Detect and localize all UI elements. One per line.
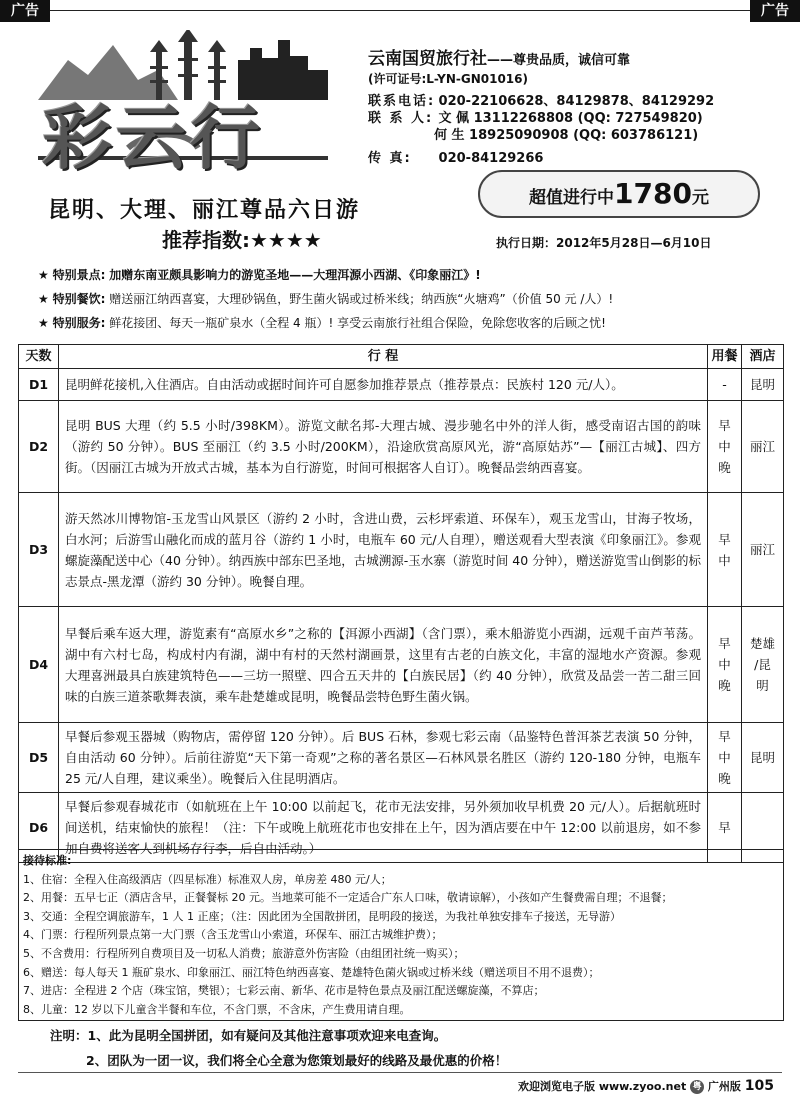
rating [162, 224, 322, 253]
execution-date: 执行日期：2012年5月28日—6月10日 [496, 236, 712, 250]
table-row [19, 369, 784, 401]
price-suffix: 元 [691, 188, 709, 208]
hotel-cell: 昆明 [742, 723, 784, 793]
feature-row [38, 314, 606, 331]
feature-row [38, 266, 481, 283]
footer-rule [18, 1072, 782, 1073]
hotel-cell: 丽江 [742, 493, 784, 607]
fax-row [368, 147, 543, 166]
hotel-cell: 楚雄 /昆 明 [742, 607, 784, 723]
notes [50, 1023, 507, 1073]
logo-text: 彩云行 [42, 96, 264, 179]
terms-title: 接待标准: [23, 854, 72, 867]
price-badge [478, 170, 760, 218]
rating-stars: ★★★★ [250, 228, 322, 252]
hotel-cell: 昆明 [742, 369, 784, 401]
note-1: 注明：1、此为昆明全国拼团，如有疑问及其他注意事项欢迎来电查询。 [50, 1028, 447, 1043]
star-icon: ★ [38, 292, 49, 306]
agency-name: 云南国贸旅行社 [368, 49, 487, 69]
feature-label: 特别餐饮: [52, 292, 106, 306]
feature-text: 赠送丽江纳西喜宴，大理砂锅鱼，野生菌火锅或过桥米线；纳西族“火塘鸡”（价值 50 元 /人）! [109, 292, 614, 306]
ad-label-left: 广告 [0, 0, 50, 22]
itinerary-cell: 昆明 BUS 大理（约 5.5 小时/398KM）。游览文献名邦-大理古城、漫步驰名中外的洋人街，感受南诏古国的韵味（游约 50 分钟）。BUS 至丽江（约 3.5 小时/200KM），沿途欣赏高原风光，游“高原姑苏”—【丽江古城】、四方街。（因丽江古城为开放式古城，基本为自行游览，时间可根据客人自订）。晚餐品尝纳西喜宴。 [59, 401, 708, 493]
star-icon: ★ [38, 316, 49, 330]
header-hotel: 酒店 [742, 345, 784, 369]
itinerary-cell: 昆明鲜花接机,入住酒店。自由活动或据时间许可自愿参加推荐景点（推荐景点：民族村 120 元/人）。 [59, 369, 708, 401]
feature-label: 特别服务: [52, 316, 106, 330]
region-icon: 粤 [690, 1080, 704, 1094]
fax-label: 传 真: [368, 151, 412, 166]
note-2: 2、团队为一团一议，我们将全心全意为您策划最好的线路及最优惠的价格！ [86, 1053, 508, 1068]
day-cell: D3 [19, 493, 59, 607]
price-amount: 1780 [614, 177, 692, 210]
meal-cell: 早 [708, 793, 742, 863]
fax-number: 020-84129266 [438, 151, 544, 166]
terms-item: 5、不含费用：行程所列自费项目及一切私人消费；旅游意外伤害险（由组团社统一购买）； [23, 946, 465, 960]
itinerary-cell: 早餐后参观春城花市（如航班在上午 10:00 以前起飞，花市无法安排，另外须加收早机费 20 元/人）。后据航班时间送机，结束愉快的旅程！（注：下午或晚上航班花市也安排在上午，因为酒店要在中午 12:00 以前退房，如不参加自费将送客人到机场存行李，后自由活动。） [59, 793, 708, 863]
terms-item: 1、住宿：全程入住高级酒店（四星标准）标准双人房，单房差 480 元/人； [23, 872, 392, 886]
page-footer [518, 1078, 774, 1094]
meal-cell: 早 中 晚 [708, 723, 742, 793]
terms-item: 4、门票：行程所列景点第一大门票（含玉龙雪山小索道，环保车、丽江古城维护费）； [23, 928, 443, 942]
terms-item: 3、交通：全程空调旅游车，1 人 1 正座；（注：因此团为全国散拼团，昆明段的接送，为我社单独安排车子接送，无导游） [23, 909, 621, 923]
meal-cell: 早 中 晚 [708, 607, 742, 723]
footer-edition: 广州版 [707, 1080, 741, 1093]
table-row [19, 607, 784, 723]
table-header-row [19, 345, 784, 369]
hotel-cell: 丽江 [742, 401, 784, 493]
header-meal: 用餐 [708, 345, 742, 369]
page-number: 105 [744, 1078, 774, 1094]
itinerary-cell: 早餐后参观玉器城（购物店，需停留 120 分钟）。后 BUS 石林，参观七彩云南（品鉴特色普洱茶艺表演 50 分钟，自由活动 60 分钟）。后前往游览“天下第一奇观”之称的著名景区—石林风景名胜区（游约 120-180 分钟，电瓶车 25 元/人自理，建议乘坐）。晚餐后入住昆明酒店。 [59, 723, 708, 793]
feature-label: 特别景点: [52, 268, 106, 282]
itinerary-cell: 游天然冰川博物馆-玉龙雪山风景区（游约 2 小时，含进山费，云杉坪索道、环保车），观玉龙雪山，甘海子牧场，白水河；后游雪山融化而成的蓝月谷（游约 1 小时，电瓶车 60 元/人自理），赠送观看大型表演《印象丽江》。参观螺旋藻配送中心（40 分钟）。纳西族中部东巴圣地，古城溯源-玉水寨（游览时间 40 分钟），赠送游览雪山倒影的标志景点-黑龙潭（游约 30 分钟）。晚餐自理。 [59, 493, 708, 607]
feature-row [38, 290, 613, 307]
table-row [19, 493, 784, 607]
header-itinerary: 行 程 [59, 345, 708, 369]
feature-text: 加赠东南亚颇具影响力的游览圣地——大理洱源小西湖、《印象丽江》! [109, 268, 481, 282]
feature-text: 鲜花接团、每天一瓶矿泉水（全程 4 瓶）! 享受云南旅行社组合保险，免除您收客的后顾之忧! [109, 316, 606, 330]
day-cell: D5 [19, 723, 59, 793]
itinerary-table [18, 344, 784, 863]
meal-cell: - [708, 369, 742, 401]
terms-item: 6、赠送：每人每天 1 瓶矿泉水、印象丽江、丽江特色纳西喜宴、楚雄特色菌火锅或过桥米线（赠送项目不用不退费）； [23, 965, 600, 979]
price-prefix: 超值进行中 [529, 188, 615, 208]
agency-slogan: ——尊贵品质，诚信可靠 [487, 53, 631, 68]
table-row [19, 723, 784, 793]
phone-numbers: 020-22106628、84129878、84129292 [438, 94, 715, 109]
header-day: 天数 [19, 345, 59, 369]
top-rule [50, 10, 750, 11]
itinerary-cell: 早餐后乘车返大理，游览素有“高原水乡”之称的【洱源小西湖】（含门票），乘木船游览小西湖，远观千亩芦苇荡。湖中有六村七岛，构成村内有湖，湖中有村的天然村湖画景，这里有古老的白族文化，丰富的湿地水产资源。参观大理喜洲最具白族建筑特色——三坊一照壁、四合五天井的【白族民居】（约 40 分钟），欣赏及品尝一苦二甜三回味的白族三道茶歌舞表演，乘车赴楚雄或昆明，晚餐品尝特色野生菌火锅。 [59, 607, 708, 723]
contact-label: 联 系 人: [368, 111, 434, 126]
service-standards [18, 849, 784, 1021]
contact-2: 何 生 18925090908 (QQ: 603786121) [434, 128, 699, 143]
tour-title: 昆明、大理、丽江尊品六日游 [48, 197, 361, 223]
phone-label: 联系电话: [368, 94, 436, 109]
day-cell: D4 [19, 607, 59, 723]
day-cell: D1 [19, 369, 59, 401]
terms-item: 2、用餐：五早七正（酒店含早，正餐餐标 20 元。当地菜可能不一定适合广东人口味，敬请谅解），小孩如产生餐费需自理；不退餐； [23, 891, 673, 905]
terms-item: 7、进店：全程进 2 个店（珠宝馆，樊银）；七彩云南、新华、花市是特色景点及丽江配送螺旋藻，不算店； [23, 984, 545, 998]
company-logo [28, 30, 338, 179]
star-icon: ★ [38, 268, 49, 282]
day-cell: D6 [19, 793, 59, 863]
day-cell: D2 [19, 401, 59, 493]
ad-label-right: 广告 [750, 0, 800, 22]
license-number: (许可证号:L-YN-GN01016) [368, 72, 528, 86]
footer-text: 欢迎浏览电子版 www.zyoo.net [518, 1080, 687, 1093]
table-row [19, 401, 784, 493]
rating-label: 推荐指数: [162, 228, 250, 252]
meal-cell: 早 中 晚 [708, 401, 742, 493]
contact-row-2 [434, 124, 698, 143]
meal-cell: 早 中 [708, 493, 742, 607]
terms-item: 8、儿童：12 岁以下儿童含半餐和车位，不含门票，不含床，产生费用请自理。 [23, 1002, 411, 1016]
agency-header [368, 44, 788, 69]
contact-1: 文 佩 13112268808 (QQ: 727549820) [438, 111, 703, 126]
